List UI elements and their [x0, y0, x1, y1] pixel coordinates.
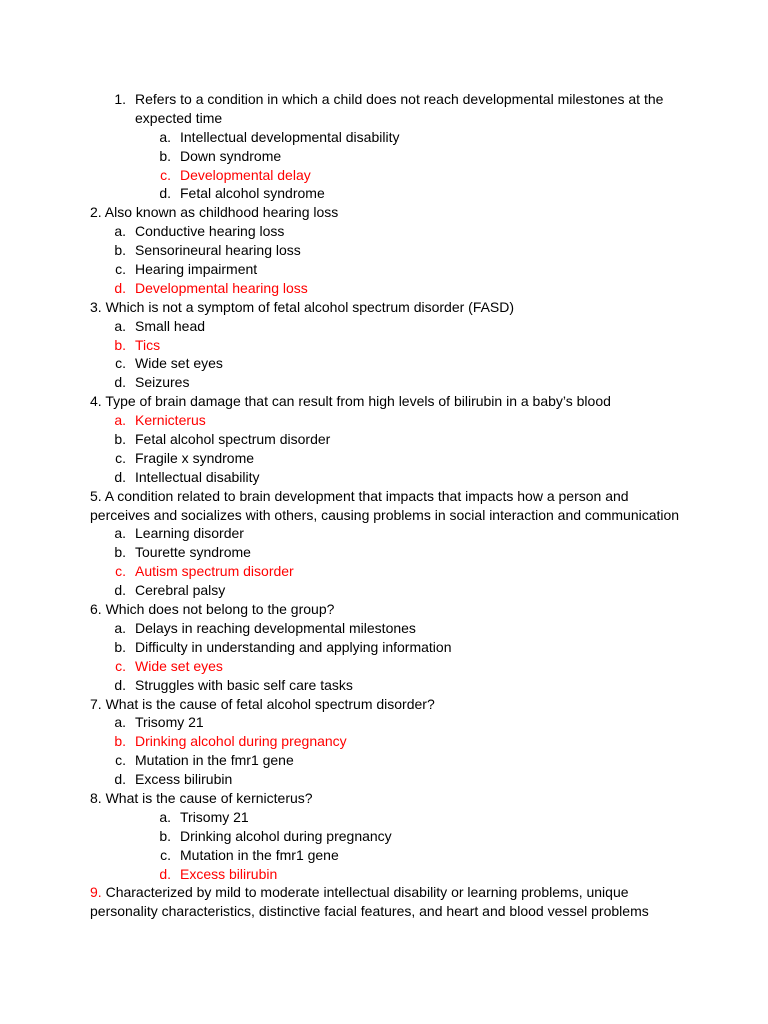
question-7: 7. What is the cause of fetal alcohol spectrum disorder?	[90, 695, 435, 712]
option-7d	[90, 770, 690, 789]
option-text: Cerebral palsy	[135, 582, 226, 599]
option-1b	[90, 147, 690, 166]
option-text: Mutation in the fmr1 gene	[135, 752, 294, 769]
option-text: Wide set eyes	[135, 355, 223, 372]
option-6c-correct	[90, 657, 690, 676]
question-8: 8. What is the cause of kernicterus?	[90, 789, 313, 806]
option-text: Conductive hearing loss	[135, 223, 285, 240]
question-1	[90, 90, 690, 109]
question-5-continued: perceives and socializes with others, causing problems in social interaction and communication	[90, 506, 680, 523]
option-letter: a.	[114, 619, 126, 636]
option-text: Intellectual developmental disability	[180, 128, 400, 145]
option-8c	[90, 846, 690, 865]
option-letter: d.	[114, 771, 126, 788]
option-text: Hearing impairment	[135, 261, 258, 278]
option-letter: b.	[114, 242, 126, 259]
option-text: Excess bilirubin	[180, 865, 278, 882]
option-1a	[90, 128, 690, 147]
question-number: 9.	[90, 884, 102, 901]
option-letter: a.	[114, 412, 126, 429]
option-letter: c.	[160, 846, 171, 863]
option-letter: c.	[115, 355, 126, 372]
option-text: Excess bilirubin	[135, 771, 233, 788]
option-text: Drinking alcohol during pregnancy	[135, 733, 347, 750]
option-text: Tics	[135, 336, 161, 353]
question-4: 4. Type of brain damage that can result from high levels of bilirubin in a baby’s blood	[90, 393, 611, 410]
question-text: Characterized by mild to moderate intellectual disability or learning problems, unique	[101, 884, 629, 901]
question-2: 2. Also known as childhood hearing loss	[90, 204, 339, 221]
option-letter: d.	[114, 676, 126, 693]
option-text: Delays in reaching developmental milestones	[135, 619, 416, 636]
option-letter: a.	[114, 714, 126, 731]
option-letter: c.	[115, 752, 126, 769]
option-text: Difficulty in understanding and applying information	[135, 638, 452, 655]
option-7b-correct	[90, 732, 690, 751]
option-letter: d.	[159, 185, 171, 202]
option-8a	[90, 808, 690, 827]
option-7a	[90, 713, 690, 732]
option-letter: d.	[114, 279, 126, 296]
option-letter: c.	[115, 449, 126, 466]
option-text: Developmental hearing loss	[135, 279, 308, 296]
question-text: expected time	[135, 109, 223, 126]
option-text: Seizures	[135, 374, 190, 391]
option-letter: a.	[114, 223, 126, 240]
option-letter: a.	[114, 525, 126, 542]
option-letter: d.	[159, 865, 171, 882]
question-5: 5. A condition related to brain development that impacts that impacts how a person and	[90, 487, 629, 504]
option-2a	[90, 222, 690, 241]
option-2c	[90, 260, 690, 279]
option-7c	[90, 751, 690, 770]
option-letter: b.	[114, 733, 126, 750]
option-letter: c.	[115, 657, 126, 674]
option-4d	[90, 468, 690, 487]
option-letter: b.	[159, 147, 171, 164]
option-text: Tourette syndrome	[135, 544, 251, 561]
option-text: Trisomy 21	[180, 808, 249, 825]
option-letter: c.	[115, 563, 126, 580]
option-text: Down syndrome	[180, 147, 282, 164]
option-letter: b.	[114, 544, 126, 561]
option-text: Developmental delay	[180, 166, 311, 183]
option-5d	[90, 581, 690, 600]
option-letter: b.	[159, 827, 171, 844]
option-6b	[90, 638, 690, 657]
question-text: Refers to a condition in which a child does not reach developmental milestones at the	[135, 91, 664, 107]
option-text: Kernicterus	[135, 412, 206, 429]
option-letter: b.	[114, 431, 126, 448]
option-4c	[90, 449, 690, 468]
option-letter: c.	[160, 166, 171, 183]
option-text: Sensorineural hearing loss	[135, 242, 301, 259]
option-8d-correct	[90, 865, 690, 884]
option-text: Learning disorder	[135, 525, 244, 542]
option-text: Intellectual disability	[135, 468, 260, 485]
option-text: Trisomy 21	[135, 714, 204, 731]
option-text: Wide set eyes	[135, 657, 223, 674]
option-letter: d.	[114, 374, 126, 391]
option-letter: c.	[115, 261, 126, 278]
option-text: Fetal alcohol spectrum disorder	[135, 431, 331, 448]
option-4a-correct	[90, 411, 690, 430]
question-9-continued: personality characteristics, distinctive facial features, and heart and blood vessel problems	[90, 903, 649, 920]
option-3a	[90, 317, 690, 336]
option-text: Fragile x syndrome	[135, 449, 255, 466]
option-1d	[90, 184, 690, 203]
option-letter: b.	[114, 336, 126, 353]
option-text: Small head	[135, 317, 206, 334]
option-letter: a.	[114, 317, 126, 334]
option-3c	[90, 354, 690, 373]
option-5b	[90, 543, 690, 562]
option-8b	[90, 827, 690, 846]
option-letter: d.	[114, 582, 126, 599]
option-letter: a.	[159, 128, 171, 145]
quiz-document	[90, 90, 690, 921]
option-3b-correct	[90, 336, 690, 355]
option-text: Autism spectrum disorder	[135, 563, 294, 580]
option-text: Fetal alcohol syndrome	[180, 185, 325, 202]
option-2b	[90, 241, 690, 260]
option-text: Mutation in the fmr1 gene	[180, 846, 339, 863]
option-letter: a.	[159, 808, 171, 825]
question-3: 3. Which is not a symptom of fetal alcohol spectrum disorder (FASD)	[90, 298, 515, 315]
option-letter: d.	[114, 468, 126, 485]
option-1c-correct	[90, 166, 690, 185]
question-1-continued	[90, 109, 690, 128]
question-number: 1.	[114, 91, 126, 107]
option-6a	[90, 619, 690, 638]
option-letter: b.	[114, 638, 126, 655]
option-text: Struggles with basic self care tasks	[135, 676, 353, 693]
option-2d-correct	[90, 279, 690, 298]
option-3d	[90, 373, 690, 392]
option-6d	[90, 676, 690, 695]
question-6: 6. Which does not belong to the group?	[90, 601, 335, 618]
option-text: Drinking alcohol during pregnancy	[180, 827, 392, 844]
option-5c-correct	[90, 562, 690, 581]
option-4b	[90, 430, 690, 449]
question-9	[90, 883, 690, 902]
option-5a	[90, 524, 690, 543]
